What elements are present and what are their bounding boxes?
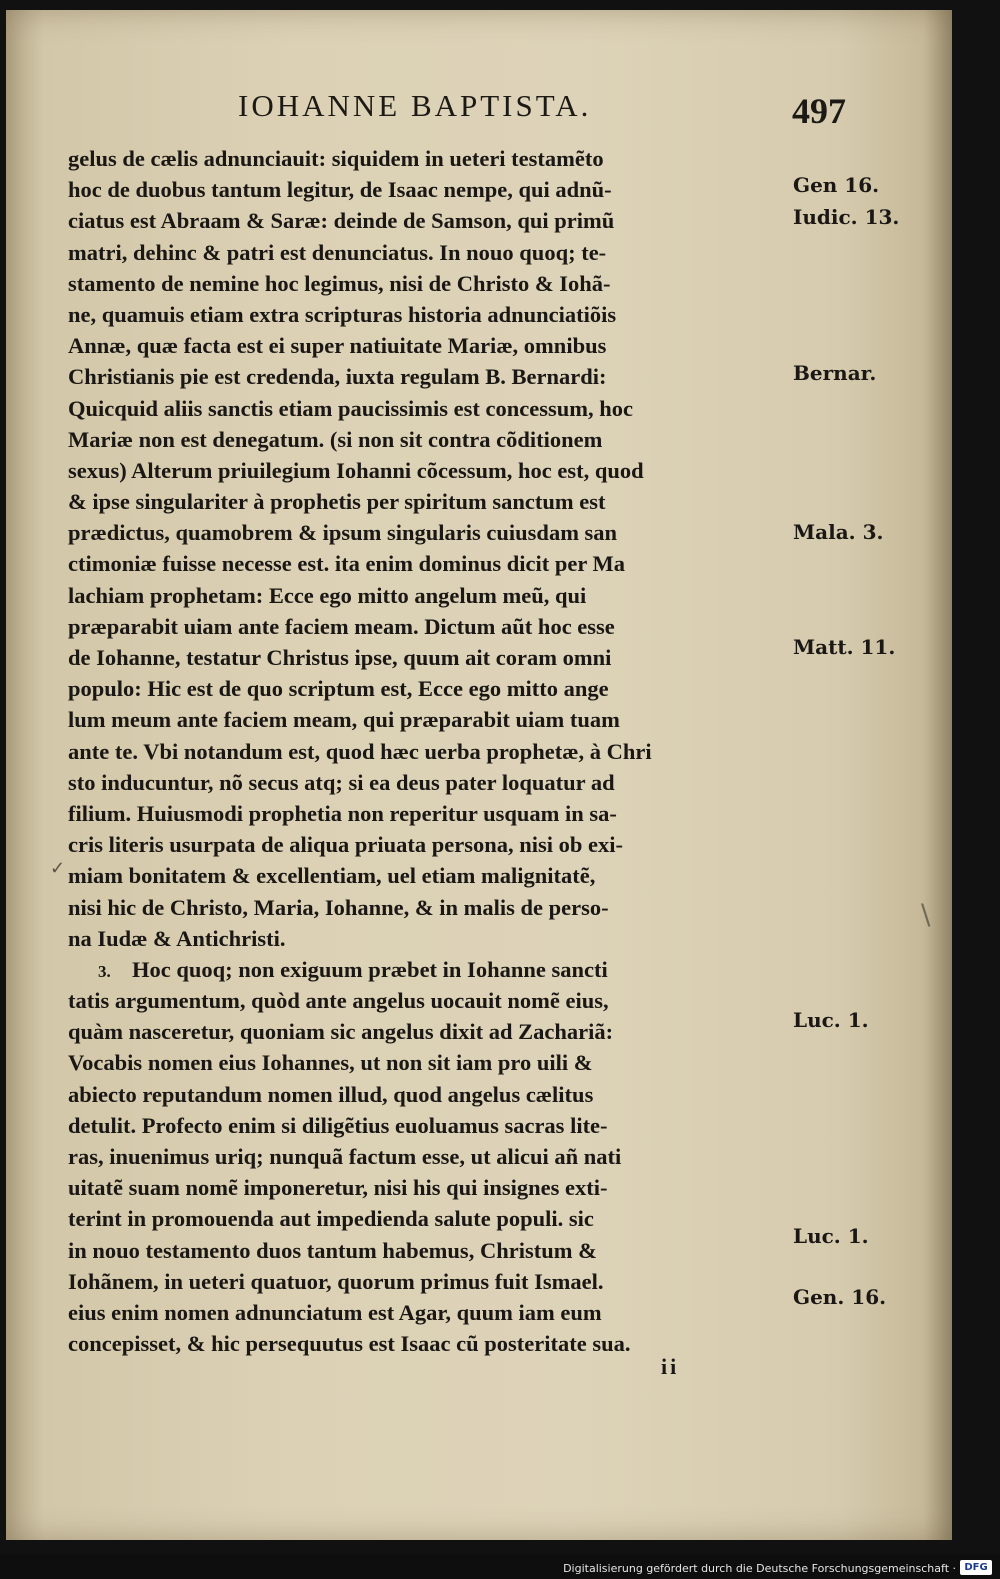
section-number: 3. [98,961,111,981]
text-line-7: Annæ, quæ facta est ei super natiuitate Mariæ, omnibus [68,333,607,359]
folio-number: 497 [792,91,846,131]
margin-note-luc-1-b: Luc. 1. [793,1224,869,1248]
text-line-35: terint in promouenda aut impedienda salute populi. sic [68,1206,594,1232]
footer-bar [0,1555,1000,1579]
text-line-27 [68,954,788,985]
text-line-8: Christianis pie est credenda, iuxta regulam B. Bernardi: [68,364,607,390]
margin-note-mala-3: Mala. 3. [793,520,884,544]
margin-note-gen-16-b: Gen. 16. [793,1285,887,1309]
text-line-13: prædictus, quamobrem & ipsum singularis cuiusdam san [68,520,618,546]
text-line-2: hoc de duobus tantum legitur, de Isaac nempe, qui adnũ- [68,177,612,203]
text-line-31: abiecto reputandum nomen illud, quod angelus cælitus [68,1081,594,1107]
text-line-4: matri, dehinc & patri est denunciatus. In nouo quoq; te- [68,239,607,265]
text-line-30: Vocabis nomen eius Iohannes, ut non sit iam pro uili & [68,1050,593,1076]
margin-note-gen-16: Gen 16. [793,173,880,197]
text-line-12: & ipse singulariter à prophetis per spiritum sanctum est [68,489,606,515]
text-line-6: ne, quamuis etiam extra scripturas historia adnunciatiõis [68,301,617,327]
text-line-19: lum meum ante faciem meam, qui præparabit uiam tuam [68,707,620,733]
margin-note-luc-1-a: Luc. 1. [793,1008,869,1032]
text-line-34: uitatẽ suam nomẽ imponeretur, nisi his qui insignes exti- [68,1175,608,1201]
body-text [68,143,788,1359]
margin-note-iudic-13: Iudic. 13. [793,205,900,229]
ink-tick-mark: \ [921,898,931,931]
text-line-33: ras, inuenimus uriq; nunquã factum esse, ut alicui añ nati [68,1144,622,1169]
text-line-36: in nouo testamento duos tantum habemus, Christum & [68,1237,597,1263]
margin-note-bernar: Bernar. [793,361,877,385]
text-line-11: sexus) Alterum priuilegium Iohanni cõcessum, hoc est, quod [68,457,644,483]
signature-mark: ii [661,1354,680,1379]
text-line-24: miam bonitatem & excellentiam, uel etiam malignitatẽ, [68,863,596,889]
book-page [6,10,952,1540]
text-line-14: ctimoniæ fuisse necesse est. ita enim dominus dicit per Ma [68,551,626,577]
text-line-21: sto inducuntur, nõ secus atq; si ea deus pater loquatur ad [68,769,615,795]
text-line-27-content: Hoc quoq; non exiguum præbet in Iohanne sancti [132,956,608,982]
text-line-18: populo: Hic est de quo scriptum est, Ecce ego mitto ange [68,676,609,702]
text-line-17: de Iohanne, testatur Christus ipse, quum ait coram omni [68,645,612,670]
text-line-23: cris literis usurpata de aliqua priuata persona, nisi ob exi- [68,832,624,858]
text-line-37: Iohãnem, in ueteri quatuor, quorum primus fuit Ismael. [68,1268,604,1294]
text-line-22: filium. Huiusmodi prophetia non reperitur usquam in sa- [68,800,617,826]
text-line-32: detulit. Profecto enim si diligẽtius euoluamus sacras lite- [68,1112,608,1138]
text-line-26: na Iudæ & Antichristi. [68,925,286,951]
running-head: IOHANNE BAPTISTA. [238,88,592,123]
text-line-20: ante te. Vbi notandum est, quod hæc uerba prophetæ, à Chri [68,738,652,764]
text-line-25: nisi hic de Christo, Maria, Iohanne, & in malis de perso- [68,894,609,920]
text-line-9: Quicquid aliis sanctis etiam paucissimis est concessum, hoc [68,395,634,421]
text-line-38: eius enim nomen adnunciatum est Agar, quum iam eum [68,1299,602,1325]
text-line-10: Mariæ non est denegatum. (si non sit contra cõditionem [68,426,603,452]
text-line-28: tatis argumentum, quòd ante angelus uocauit nomẽ eius, [68,988,609,1014]
text-line-39: concepisset, & hic persequutus est Isaac cũ posteritate sua. [68,1331,631,1357]
footer-credit: Digitalisierung gefördert durch die Deutsche Forschungsgemeinschaft · [563,1562,956,1575]
pencil-mark: ✓ [50,858,66,879]
dfg-logo-icon: DFG [960,1560,992,1575]
text-line-16: præparabit uiam ante faciem meam. Dictum aũt hoc esse [68,613,615,639]
text-line-1: gelus de cælis adnunciauit: siquidem in ueteri testamẽto [68,146,604,171]
text-line-3: ciatus est Abraam & Saræ: deinde de Samson, qui primũ [68,208,615,234]
text-line-29: quàm nasceretur, quoniam sic angelus dixit ad Zachariã: [68,1019,614,1045]
text-line-15: lachiam prophetam: Ecce ego mitto angelum meũ, qui [68,582,587,608]
text-line-5: stamento de nemine hoc legimus, nisi de Christo & Iohã- [68,270,611,296]
margin-note-matt-11: Matt. 11. [793,635,896,659]
